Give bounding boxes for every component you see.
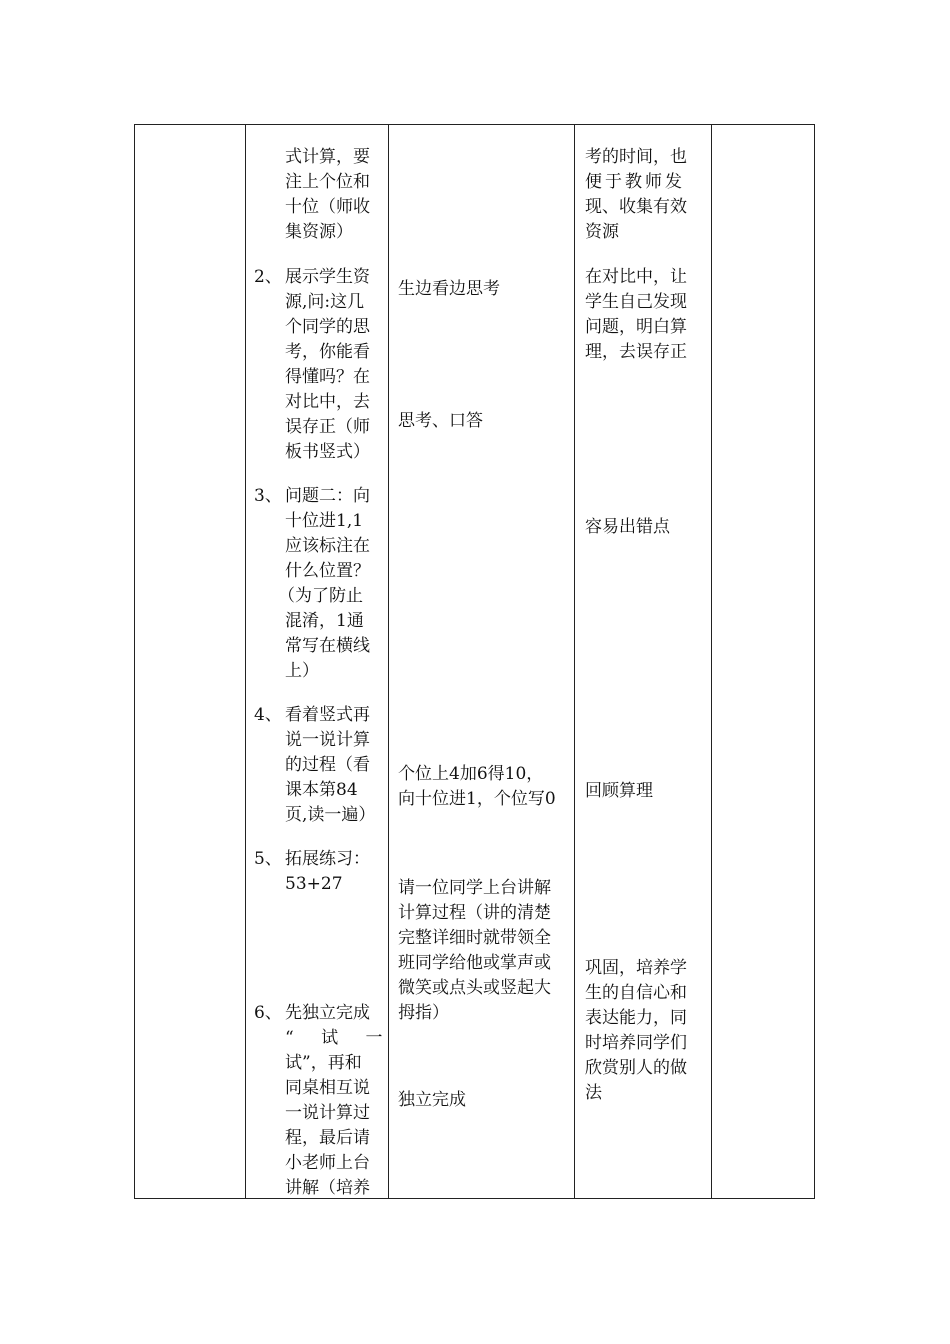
purpose-5-line: 巩固，培养学 xyxy=(585,958,687,978)
step-4-number: 4、 xyxy=(254,705,282,725)
step-3-line: 混淆，1通 xyxy=(285,611,364,631)
step-3-line: 上） xyxy=(285,661,319,681)
step-4-line: 课本第84 xyxy=(285,780,358,800)
student-activity-4-line: 请一位同学上台讲解 xyxy=(398,878,551,898)
step-5-line: 53+27 xyxy=(285,874,343,894)
purpose-5-line: 表达能力，同 xyxy=(585,1008,687,1028)
step-6-line: 一说计算过 xyxy=(285,1103,370,1123)
step-4-line: 说一说计算 xyxy=(285,730,370,750)
student-activity-4-line: 拇指） xyxy=(398,1003,449,1023)
student-activity-4-line: 计算过程（讲的清楚 xyxy=(398,903,551,923)
column-divider xyxy=(245,124,246,1199)
student-activity-3-line: 向十位进1，个位写0 xyxy=(398,789,556,809)
step-2-line: 对比中，去 xyxy=(285,392,370,412)
step-1-line: 注上个位和 xyxy=(285,172,370,192)
step-2-number: 2、 xyxy=(254,267,282,287)
step-2-line: 个同学的思 xyxy=(285,317,370,337)
step-1-line: 集资源） xyxy=(285,222,353,242)
purpose-1-line: 便于教师发 xyxy=(585,172,685,192)
step-3-line: 常写在横线 xyxy=(285,636,370,656)
step-5-number: 5、 xyxy=(254,849,282,869)
student-activity-4-line: 微笑或点头或竖起大 xyxy=(398,978,551,998)
step-2-line: 得懂吗？在 xyxy=(285,367,370,387)
step-1-line: 式计算，要 xyxy=(285,147,370,167)
step-4-line: 的过程（看 xyxy=(285,755,370,775)
step-3-line: 问题二：向 xyxy=(285,486,370,506)
purpose-5-line: 生的自信心和 xyxy=(585,983,687,1003)
purpose-4: 回顾算理 xyxy=(585,781,653,801)
purpose-5-line: 法 xyxy=(585,1083,602,1103)
step-2-line: 误存正（师 xyxy=(285,417,370,437)
step-6-line: 同桌相互说 xyxy=(285,1078,370,1098)
student-activity-5: 独立完成 xyxy=(398,1090,466,1110)
column-divider xyxy=(574,124,575,1199)
step-6-line: 试”，再和 xyxy=(285,1053,362,1073)
purpose-3: 容易出错点 xyxy=(585,517,670,537)
purpose-5-line: 欣赏别人的做 xyxy=(585,1058,687,1078)
purpose-2-line: 在对比中，让 xyxy=(585,267,687,287)
purpose-1-line: 资源 xyxy=(585,222,619,242)
step-2-line: 源,问:这几 xyxy=(285,292,365,312)
purpose-5-line: 时培养同学们 xyxy=(585,1033,687,1053)
student-activity-3-line: 个位上4加6得10， xyxy=(398,764,544,784)
step-3-line: 十位进1,1 xyxy=(285,511,364,531)
step-6-number: 6、 xyxy=(254,1003,282,1023)
step-1-line: 十位（师收 xyxy=(285,197,370,217)
step-2-line: 板书竖式） xyxy=(285,442,370,462)
purpose-2-line: 问题，明白算 xyxy=(585,317,687,337)
step-4-line: 看着竖式再 xyxy=(285,705,370,725)
purpose-2-line: 理，去误存正 xyxy=(585,342,687,362)
step-6-line: 讲解（培养 xyxy=(285,1178,370,1198)
step-3-line: （为了防止 xyxy=(278,586,363,606)
step-6-line: 小老师上台 xyxy=(285,1153,370,1173)
purpose-1-line: 现、收集有效 xyxy=(585,197,687,217)
purpose-1-line: 考的时间，也 xyxy=(585,147,687,167)
step-6-line: “ 试 一 xyxy=(285,1028,383,1048)
column-divider xyxy=(388,124,389,1199)
step-6-line: 程，最后请 xyxy=(285,1128,370,1148)
step-4-line: 页,读一遍） xyxy=(285,805,376,825)
student-activity-4-line: 完整详细时就带领全 xyxy=(398,928,551,948)
student-activity-4-line: 班同学给他或掌声或 xyxy=(398,953,551,973)
step-3-line: 什么位置？ xyxy=(285,561,370,581)
step-5-line: 拓展练习： xyxy=(285,849,370,869)
step-6-line: 先独立完成 xyxy=(285,1003,370,1023)
step-3-line: 应该标注在 xyxy=(285,536,370,556)
step-2-line: 考，你能看 xyxy=(285,342,370,362)
step-2-line: 展示学生资 xyxy=(285,267,370,287)
student-activity-1: 生边看边思考 xyxy=(398,279,500,299)
purpose-2-line: 学生自己发现 xyxy=(585,292,687,312)
student-activity-2: 思考、口答 xyxy=(398,411,483,431)
column-divider xyxy=(711,124,712,1199)
step-3-number: 3、 xyxy=(254,486,282,506)
